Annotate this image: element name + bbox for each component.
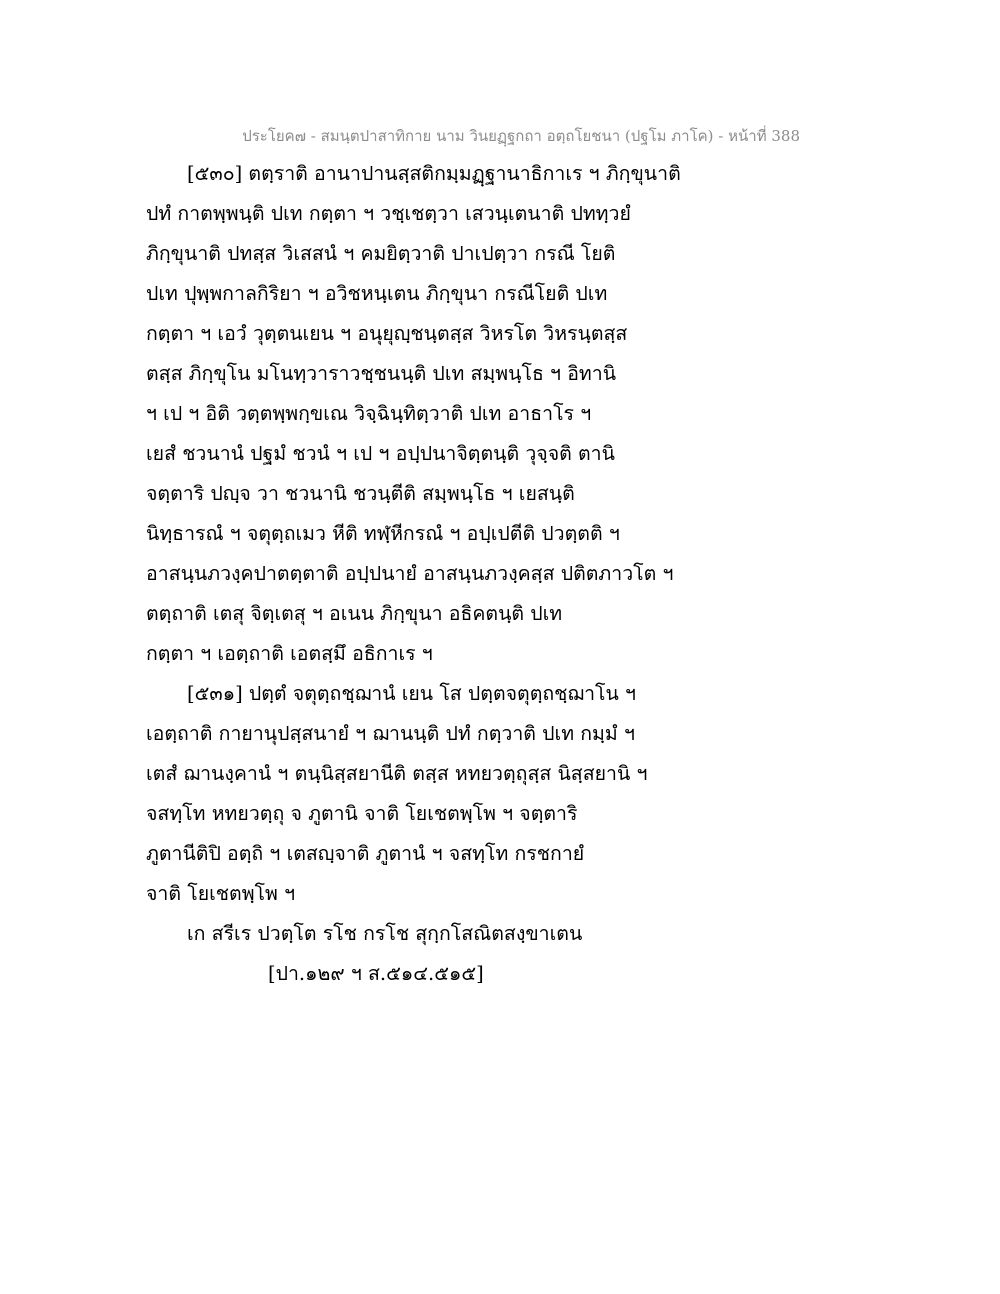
text-line: เอตฺถาติ กายานุปสฺสนายํ ฯ ฌานนฺติ ปทํ กตฺวาติ ปเท กมฺมํ ฯ	[146, 722, 635, 745]
text-line: กตฺตา ฯ เอวํ วุตฺตนเยน ฯ อนุยุญฺชนฺตสฺส วิหรโต วิหรนฺตสฺส	[146, 322, 628, 345]
text-line: ปเท ปุพฺพกาลกิริยา ฯ อวิชหนฺเตน ภิกฺขุนา กรณีโยติ ปเท	[146, 282, 608, 305]
text-line: จาติ โยเชตพฺโพ ฯ	[146, 882, 296, 905]
text-line: ปทํ กาตพฺพนฺติ ปเท กตฺตา ฯ วชฺเชตฺวา เสวนฺเตนาติ ปททฺวยํ	[146, 202, 631, 225]
text-line: ตสฺส ภิกฺขุโน มโนทฺวาราวชฺชนนฺติ ปเท สมฺพนฺโธ ฯ อิทานิ	[146, 362, 617, 385]
paragraph-530-start: [๕๓๐] ตตฺราติ อานาปานสฺสติกมฺมฏฺฐานาธิกาเร ฯ ภิกฺขุนาติ	[187, 162, 681, 185]
paragraph-531-start: [๕๓๑] ปตฺตํ จตุตฺถชฺฌานํ เยน โส ปตฺตจตุตฺถชฺฌาโน ฯ	[187, 682, 636, 705]
text-line: นิทฺธารณํ ฯ จตุตฺถเมว หีติ ทฬฺหีกรณํ ฯ อปฺเปตีติ ปวตฺตติ ฯ	[146, 522, 620, 545]
text-line: ตตฺถาติ เตสุ จิตฺเตสุ ฯ อเนน ภิกฺขุนา อธิคตนฺติ ปเท	[146, 602, 563, 625]
text-line: เยสํ ชวนานํ ปฐมํ ชวนํ ฯ เป ฯ อปฺปนาจิตฺตนฺติ วุจฺจติ ตานิ	[146, 442, 615, 465]
text-line: เตสํ ฌานงฺคานํ ฯ ตนฺนิสฺสยานีติ ตสฺส หทยวตฺถุสฺส นิสฺสยานิ ฯ	[146, 762, 648, 785]
page-reference: [ปา.๑๒๙ ฯ ส.๕๑๔.๕๑๕]	[268, 962, 484, 985]
text-line: ฯ เป ฯ อิติ วตฺตพฺพกฺขเณ วิจฺฉินฺทิตฺวาติ ปเท อาธาโร ฯ	[146, 402, 592, 425]
text-line: กตฺตา ฯ เอตฺถาติ เอตสฺมึ อธิกาเร ฯ	[146, 642, 433, 665]
text-line: ภิกฺขุนาติ ปทสฺส วิเสสนํ ฯ คมยิตฺวาติ ปาเปตฺวา กรณี โยติ	[146, 242, 616, 265]
text-line: จสทฺโท หทยวตฺถุ จ ภูตานิ จาติ โยเชตพฺโพ ฯ จตฺตาริ	[146, 802, 578, 825]
page-header: ประโยค๗ - สมนฺตปาสาทิกาย นาม วินยฏฺฐกถา อตฺถโยชนา (ปฐโม ภาโค) - หน้าที่ 388	[242, 127, 800, 145]
body-text	[146, 158, 681, 998]
text-line: จตฺตาริ ปญฺจ วา ชวนานิ ชวนฺตีติ สมฺพนฺโธ ฯ เยสนฺติ	[146, 482, 575, 505]
paragraph-start: เก สรีเร ปวตฺโต รโช กรโช สุกฺกโสณิตสงฺขาเตน	[187, 922, 583, 945]
text-line: ภูตานีติปิ อตฺถิ ฯ เตสญฺจาติ ภูตานํ ฯ จสทฺโท กรชกายํ	[146, 842, 585, 865]
text-line: อาสนฺนภวงฺคปาตตฺตาติ อปฺปนายํ อาสนฺนภวงฺคสฺส ปติตภาวโต ฯ	[146, 562, 674, 585]
